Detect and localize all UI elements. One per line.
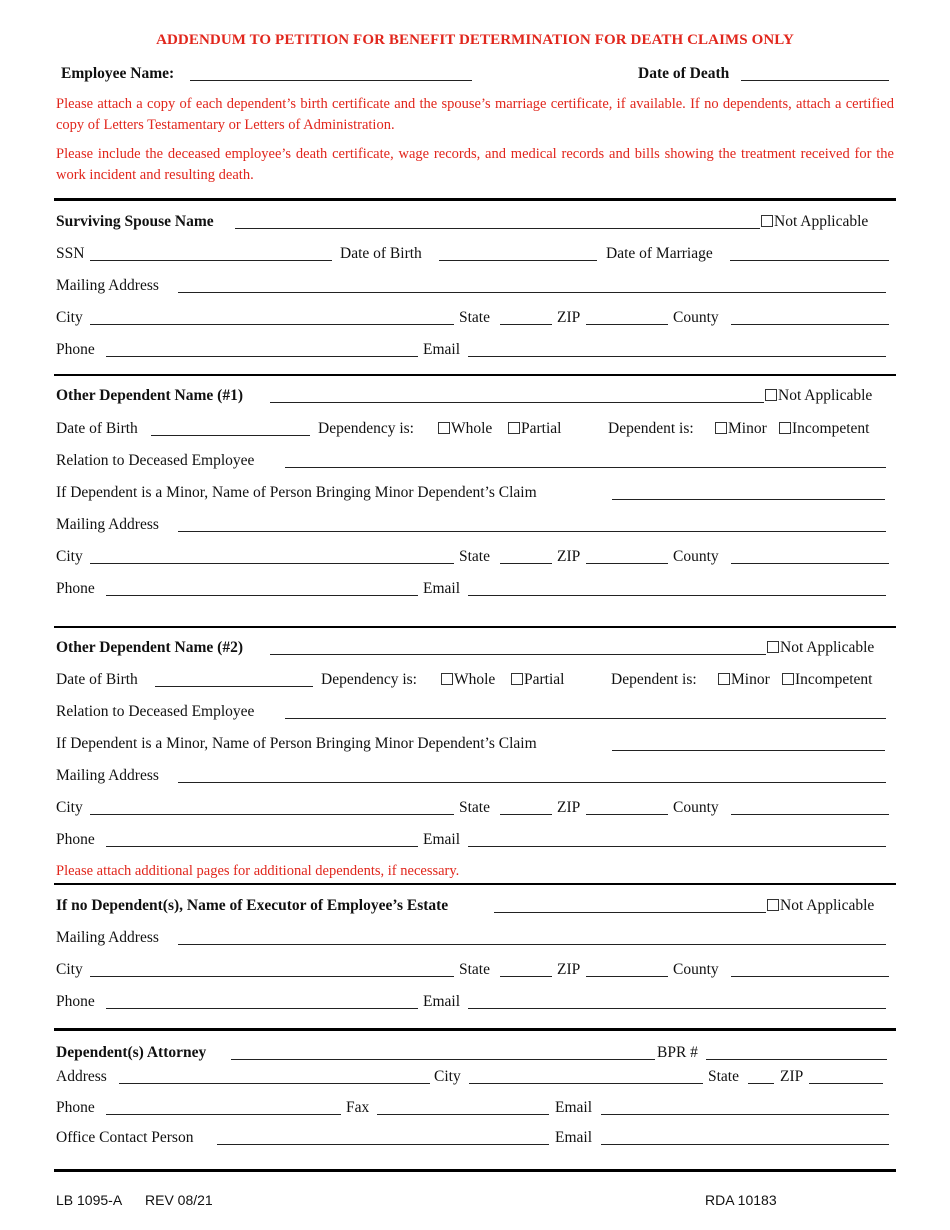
dependent2-minor-claim-label: If Dependent is a Minor, Name of Person Bringing Minor Dependent’s Claim (56, 735, 537, 752)
dependent1-minor-claim-label: If Dependent is a Minor, Name of Person Bringing Minor Dependent’s Claim (56, 484, 537, 501)
instruction-attach-certificates: Please attach a copy of each dependent’s birth certificate and the spouse’s marriage certificate, if available. If no dependents, attach a certified copy of Letters Testamentary or Letters of Administration. (56, 96, 894, 133)
dependent1-mailing-label: Mailing Address (56, 516, 159, 533)
checkbox-icon (779, 422, 791, 434)
executor-mailing-field[interactable] (178, 944, 886, 945)
spouse-email-field[interactable] (468, 356, 886, 357)
dependent2-phone-label: Phone (56, 831, 95, 848)
dependent1-phone-label: Phone (56, 580, 95, 597)
executor-zip-label: ZIP (557, 961, 581, 978)
spouse-email-label: Email (423, 341, 461, 358)
dependent2-mailing-label: Mailing Address (56, 767, 159, 784)
spouse-name-field[interactable] (235, 228, 760, 229)
dependent1-email-label: Email (423, 580, 461, 597)
dependent2-relation-field[interactable] (285, 718, 886, 719)
spouse-state-label: State (459, 309, 490, 326)
dependent2-mailing-field[interactable] (178, 782, 886, 783)
attorney-phone-label: Phone (56, 1099, 95, 1116)
executor-zip-field[interactable] (586, 976, 668, 977)
minor-label: Minor (728, 420, 767, 437)
spouse-dob-label: Date of Birth (340, 245, 422, 262)
spouse-name-label: Surviving Spouse Name (56, 213, 214, 230)
spouse-dom-label: Date of Marriage (606, 245, 713, 262)
spouse-ssn-label: SSN (56, 245, 85, 262)
spouse-zip-field[interactable] (586, 324, 668, 325)
attorney-address-field[interactable] (119, 1083, 430, 1084)
spouse-city-label: City (56, 309, 83, 326)
spouse-ssn-field[interactable] (90, 260, 332, 261)
incompetent-label: Incompetent (795, 671, 873, 688)
employee-name-field[interactable] (190, 80, 472, 81)
spouse-city-field[interactable] (90, 324, 454, 325)
dependent2-state-field[interactable] (500, 814, 552, 815)
not-applicable-label: Not Applicable (774, 213, 869, 230)
dependent2-relation-label: Relation to Deceased Employee (56, 703, 255, 720)
spouse-mailing-label: Mailing Address (56, 277, 159, 294)
section-divider (54, 1169, 896, 1172)
dependent1-minor-checkbox[interactable] (715, 419, 767, 439)
dependent1-state-label: State (459, 548, 490, 565)
dependent1-not-applicable-checkbox[interactable] (765, 386, 872, 406)
dependent1-phone-field[interactable] (106, 595, 418, 596)
dependent2-dob-field[interactable] (155, 686, 313, 687)
dependent1-county-label: County (673, 548, 719, 565)
dependent1-county-field[interactable] (731, 563, 889, 564)
attorney-name-label: Dependent(s) Attorney (56, 1044, 207, 1061)
attorney-bpr-field[interactable] (706, 1059, 887, 1060)
dependent1-relation-label: Relation to Deceased Employee (56, 452, 255, 469)
dependent1-dependent-label: Dependent is: (608, 420, 694, 437)
executor-email-field[interactable] (468, 1008, 886, 1009)
spouse-phone-field[interactable] (106, 356, 418, 357)
attorney-state-label: State (708, 1068, 739, 1085)
dependent2-email-label: Email (423, 831, 461, 848)
dependent2-dob-label: Date of Birth (56, 671, 138, 688)
form-title: ADDENDUM TO PETITION FOR BENEFIT DETERMINATION FOR DEATH CLAIMS ONLY (156, 32, 794, 48)
dependent1-city-label: City (56, 548, 83, 565)
dependent2-zip-label: ZIP (557, 799, 581, 816)
incompetent-label: Incompetent (792, 420, 870, 437)
dependent2-name-field[interactable] (270, 654, 766, 655)
dependent1-name-field[interactable] (270, 402, 764, 403)
dependent1-relation-field[interactable] (285, 467, 886, 468)
attorney-name-field[interactable] (231, 1059, 655, 1060)
dependent2-city-field[interactable] (90, 814, 454, 815)
dependent2-partial-checkbox[interactable] (511, 670, 564, 690)
date-of-death-label: Date of Death (638, 65, 730, 82)
spouse-mailing-field[interactable] (178, 292, 886, 293)
executor-email-label: Email (423, 993, 461, 1010)
checkbox-icon (767, 899, 779, 911)
checkbox-icon (761, 215, 773, 227)
section-divider (54, 1028, 896, 1031)
dependent1-name-label: Other Dependent Name (#1) (56, 387, 243, 404)
executor-city-field[interactable] (90, 976, 454, 977)
dependent2-dependent-label: Dependent is: (611, 671, 697, 688)
attorney-state-field[interactable] (748, 1083, 774, 1084)
checkbox-icon (441, 673, 453, 685)
dependent2-state-label: State (459, 799, 490, 816)
dependent2-minor-claim-field[interactable] (612, 750, 885, 751)
dependent2-not-applicable-checkbox[interactable] (767, 638, 874, 658)
not-applicable-label: Not Applicable (780, 897, 875, 914)
dependent1-email-field[interactable] (468, 595, 886, 596)
rda-number: RDA 10183 (705, 1192, 777, 1208)
attorney-address-label: Address (56, 1068, 107, 1085)
additional-dependents-note: Please attach additional pages for additional dependents, if necessary. (56, 863, 460, 879)
dependent1-zip-field[interactable] (586, 563, 668, 564)
employee-name-label: Employee Name: (61, 65, 175, 82)
executor-county-label: County (673, 961, 719, 978)
dependent2-incompetent-checkbox[interactable] (782, 670, 872, 690)
whole-label: Whole (454, 671, 496, 688)
dependent2-name-label: Other Dependent Name (#2) (56, 639, 243, 656)
attorney-city-field[interactable] (469, 1083, 703, 1084)
dependent1-partial-checkbox[interactable] (508, 419, 561, 439)
dependent1-mailing-field[interactable] (178, 531, 886, 532)
attorney-email-label: Email (555, 1099, 593, 1116)
form-revision: REV 08/21 (145, 1192, 213, 1208)
checkbox-icon (767, 641, 779, 653)
not-applicable-label: Not Applicable (780, 639, 875, 656)
spouse-state-field[interactable] (500, 324, 552, 325)
attorney-zip-label: ZIP (780, 1068, 804, 1085)
dependent2-whole-checkbox[interactable] (441, 670, 495, 690)
minor-label: Minor (731, 671, 770, 688)
attorney-bpr-label: BPR # (657, 1044, 698, 1061)
dependent2-phone-field[interactable] (106, 846, 418, 847)
section-divider (54, 626, 896, 628)
spouse-dom-field[interactable] (730, 260, 889, 261)
spouse-county-field[interactable] (731, 324, 889, 325)
dependent2-county-label: County (673, 799, 719, 816)
executor-county-field[interactable] (731, 976, 889, 977)
checkbox-icon (782, 673, 794, 685)
dependent1-dob-label: Date of Birth (56, 420, 138, 437)
not-applicable-label: Not Applicable (778, 387, 873, 404)
whole-label: Whole (451, 420, 493, 437)
partial-label: Partial (521, 420, 562, 437)
dependent1-dependency-label: Dependency is: (318, 420, 414, 437)
dependent1-state-field[interactable] (500, 563, 552, 564)
checkbox-icon (508, 422, 520, 434)
spouse-zip-label: ZIP (557, 309, 581, 326)
dependent2-minor-checkbox[interactable] (718, 670, 770, 690)
partial-label: Partial (524, 671, 565, 688)
section-divider (54, 374, 896, 376)
checkbox-icon (715, 422, 727, 434)
section-divider (54, 883, 896, 885)
dependent1-minor-claim-field[interactable] (612, 499, 885, 500)
dependent2-zip-field[interactable] (586, 814, 668, 815)
spouse-phone-label: Phone (56, 341, 95, 358)
attorney-contact-email-label: Email (555, 1129, 593, 1146)
form-id: LB 1095-A (56, 1192, 123, 1208)
dependent2-dependency-label: Dependency is: (321, 671, 417, 688)
spouse-not-applicable-checkbox[interactable] (761, 212, 868, 232)
dependent2-county-field[interactable] (731, 814, 889, 815)
dependent1-incompetent-checkbox[interactable] (779, 419, 869, 439)
spouse-county-label: County (673, 309, 719, 326)
dependent2-city-label: City (56, 799, 83, 816)
attorney-contact-field[interactable] (217, 1144, 549, 1145)
dependent1-dob-field[interactable] (151, 435, 310, 436)
instruction-include-records: Please include the deceased employee’s death certificate, wage records, and medical records and bills showing the treatment received for the work incident and resulting death. (56, 146, 894, 183)
attorney-email-field[interactable] (601, 1114, 889, 1115)
executor-name-field[interactable] (494, 912, 766, 913)
executor-phone-field[interactable] (106, 1008, 418, 1009)
attorney-fax-label: Fax (346, 1099, 370, 1116)
executor-mailing-label: Mailing Address (56, 929, 159, 946)
attorney-city-label: City (434, 1068, 461, 1085)
attorney-fax-field[interactable] (377, 1114, 549, 1115)
executor-city-label: City (56, 961, 83, 978)
dependent1-whole-checkbox[interactable] (438, 419, 492, 439)
attorney-phone-field[interactable] (106, 1114, 341, 1115)
executor-name-label: If no Dependent(s), Name of Executor of Employee’s Estate (56, 897, 449, 914)
attorney-contact-email-field[interactable] (601, 1144, 889, 1145)
executor-phone-label: Phone (56, 993, 95, 1010)
dependent1-zip-label: ZIP (557, 548, 581, 565)
dependent2-email-field[interactable] (468, 846, 886, 847)
executor-state-field[interactable] (500, 976, 552, 977)
attorney-contact-label: Office Contact Person (56, 1129, 194, 1146)
attorney-zip-field[interactable] (809, 1083, 883, 1084)
date-of-death-field[interactable] (741, 80, 889, 81)
checkbox-icon (718, 673, 730, 685)
dependent1-city-field[interactable] (90, 563, 454, 564)
checkbox-icon (438, 422, 450, 434)
executor-state-label: State (459, 961, 490, 978)
checkbox-icon (511, 673, 523, 685)
executor-not-applicable-checkbox[interactable] (767, 896, 874, 916)
checkbox-icon (765, 389, 777, 401)
section-divider (54, 198, 896, 201)
spouse-dob-field[interactable] (439, 260, 597, 261)
